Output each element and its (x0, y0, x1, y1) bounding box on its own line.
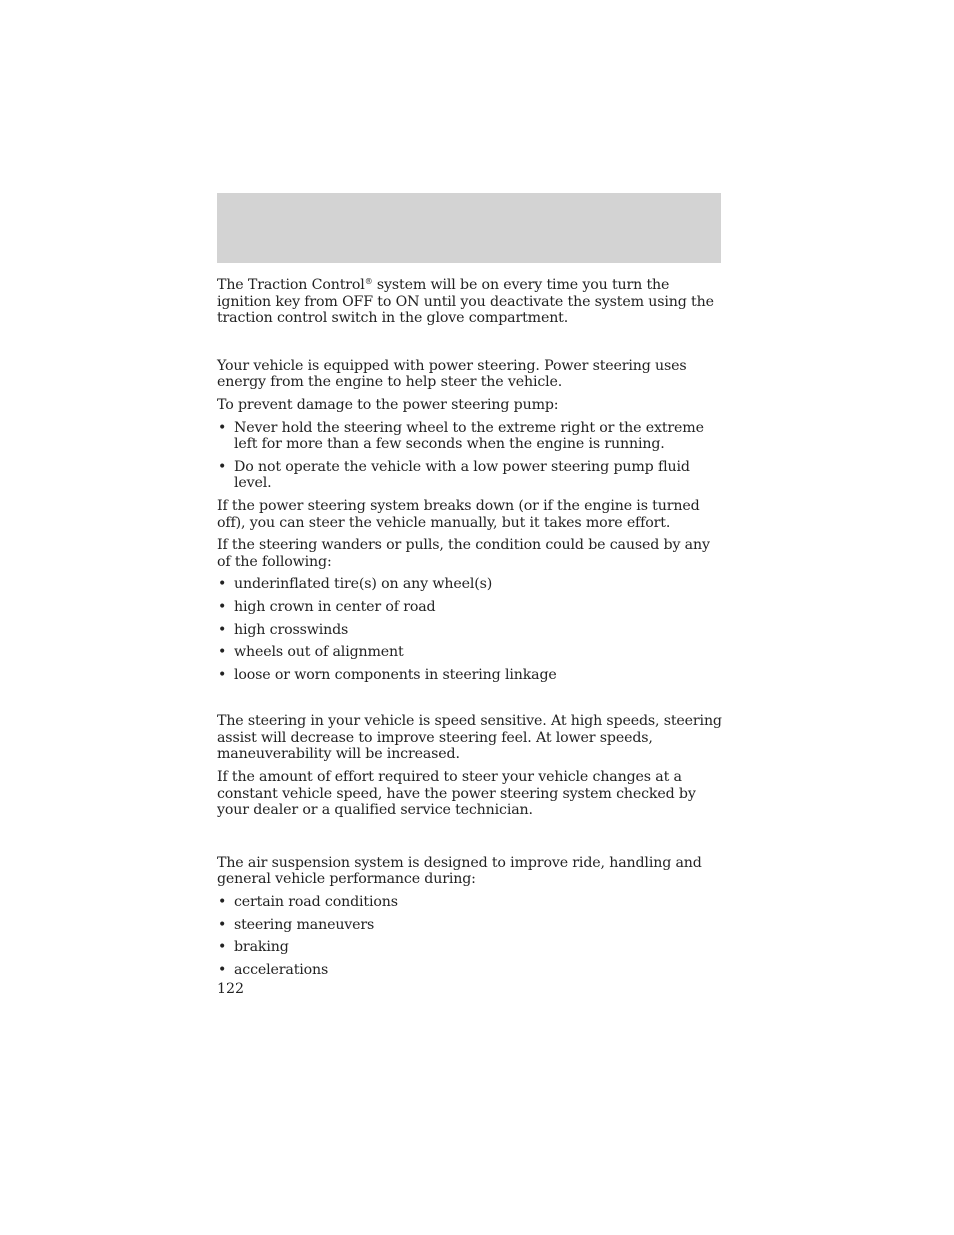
bullet-marker: • (218, 576, 227, 593)
list-item-text: accelerations (234, 961, 329, 978)
list-item-text: certain road conditions (234, 894, 398, 911)
list-item (217, 939, 727, 956)
power-steering-intro: Your vehicle is equipped with power steering. Power steering uses energy from the engine to help steer the vehicle. (217, 357, 687, 391)
steering-effort-paragraph: If the amount of effort required to steer your vehicle changes at a constant vehicle speed, have the power steering system checked by your dealer or a qualified service technician. (217, 769, 696, 819)
speed-sensitive-paragraph: The steering in your vehicle is speed sensitive. At high speeds, steering assist will decrease to improve steering feel. At lower speeds, maneuverability will be increased. (217, 713, 722, 763)
bullet-marker: • (218, 939, 227, 956)
bullet-marker: • (218, 894, 227, 911)
steering-causes-list (217, 576, 727, 683)
list-item (217, 459, 727, 492)
list-item-text: Never hold the steering wheel to the extreme right or the extreme left for more than a few seconds when the engine is running. (234, 419, 704, 453)
page-body (217, 277, 727, 978)
prevent-damage-list (217, 420, 727, 492)
list-item-text: wheels out of alignment (234, 644, 404, 661)
list-item (217, 917, 727, 934)
steering-wanders: If the steering wanders or pulls, the condition could be caused by any of the following: (217, 537, 710, 570)
power-steering-breakdown: If the power steering system breaks down (or if the engine is turned off), you can steer the vehicle manually, but it takes more effort. (217, 497, 700, 531)
list-item (217, 644, 727, 661)
list-item (217, 599, 727, 616)
registered-mark: ® (364, 277, 373, 286)
list-item-text: high crosswinds (234, 621, 349, 638)
bullet-marker: • (218, 666, 227, 683)
traction-control-paragraph (217, 277, 727, 327)
page-number: 122 (217, 981, 245, 997)
traction-control-text-before: The Traction Control (217, 277, 365, 293)
bullet-marker: • (218, 458, 227, 475)
list-item (217, 622, 727, 639)
list-item (217, 420, 727, 453)
list-item-text: steering maneuvers (234, 916, 375, 933)
list-item-text: underinflated tire(s) on any wheel(s) (234, 576, 493, 593)
list-item (217, 667, 727, 684)
bullet-marker: • (218, 419, 227, 436)
bullet-marker: • (218, 621, 227, 638)
power-steering-prevent: To prevent damage to the power steering pump: (217, 396, 559, 413)
bullet-marker: • (218, 598, 227, 615)
section-header-band (217, 193, 721, 263)
bullet-marker: • (218, 916, 227, 933)
bullet-marker: • (218, 961, 227, 978)
list-item (217, 576, 727, 593)
traction-control-text-after: system will be on every time you turn the ignition key from OFF to ON until you deactivate the system using the traction control switch in the glove compartment. (217, 277, 714, 327)
bullet-marker: • (218, 644, 227, 661)
list-item-text: high crown in center of road (234, 598, 436, 615)
air-suspension-list (217, 894, 727, 978)
list-item-text: braking (234, 939, 289, 956)
air-suspension-intro: The air suspension system is designed to improve ride, handling and general vehicle performance during: (217, 854, 702, 888)
list-item (217, 962, 727, 979)
list-item-text: Do not operate the vehicle with a low power steering pump fluid level. (234, 458, 690, 492)
list-item-text: loose or worn components in steering linkage (234, 666, 557, 683)
list-item (217, 894, 727, 911)
